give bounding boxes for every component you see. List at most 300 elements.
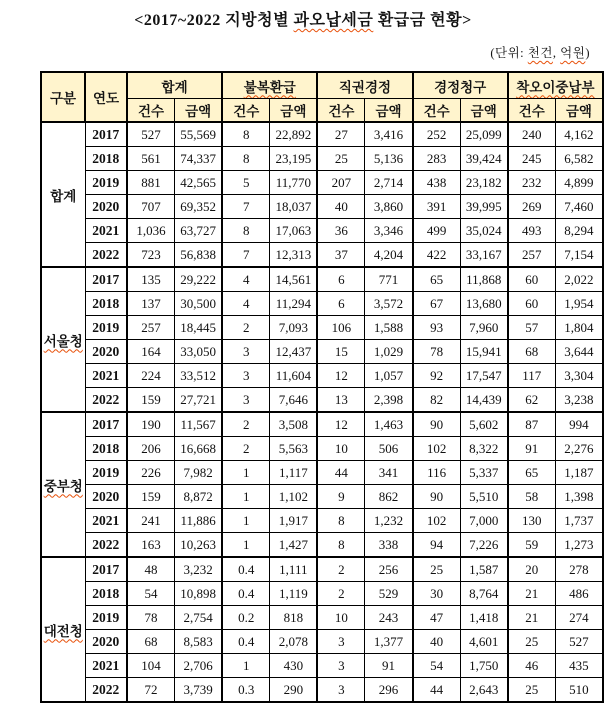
value-cell: 8 <box>317 533 365 558</box>
year-cell: 2018 <box>85 437 127 461</box>
value-cell: 46 <box>508 654 556 678</box>
value-cell: 1,119 <box>270 582 318 606</box>
value-cell: 10 <box>317 437 365 461</box>
value-cell: 30 <box>413 582 461 606</box>
value-cell: 65 <box>508 461 556 485</box>
value-cell: 7 <box>222 195 270 219</box>
unit-note <box>0 43 590 61</box>
subheader-count: 건수 <box>222 99 270 123</box>
value-cell: 1,036 <box>127 219 175 243</box>
year-cell: 2021 <box>85 509 127 533</box>
value-cell: 8,872 <box>175 485 223 509</box>
subheader-count: 건수 <box>508 99 556 123</box>
year-cell: 2019 <box>85 461 127 485</box>
value-cell: 1 <box>222 461 270 485</box>
value-cell: 8,764 <box>460 582 508 606</box>
year-cell: 2017 <box>85 557 127 582</box>
value-cell: 12,313 <box>270 243 318 268</box>
table-row <box>41 171 603 195</box>
value-cell: 8 <box>317 509 365 533</box>
value-cell: 3 <box>317 678 365 703</box>
value-cell: 3,416 <box>365 122 413 147</box>
value-cell: 11,604 <box>270 364 318 388</box>
value-cell: 25 <box>317 147 365 171</box>
value-cell: 3 <box>317 654 365 678</box>
table-row <box>41 606 603 630</box>
value-cell: 55,569 <box>175 122 223 147</box>
value-cell: 135 <box>127 267 175 292</box>
value-cell: 1,187 <box>555 461 603 485</box>
value-cell: 2 <box>317 557 365 582</box>
value-cell: 117 <box>508 364 556 388</box>
table-row <box>41 364 603 388</box>
value-cell: 72 <box>127 678 175 703</box>
year-cell: 2019 <box>85 316 127 340</box>
value-cell: 69,352 <box>175 195 223 219</box>
year-cell: 2018 <box>85 147 127 171</box>
table-row <box>41 630 603 654</box>
value-cell: 245 <box>508 147 556 171</box>
value-cell: 527 <box>555 630 603 654</box>
value-cell: 39,424 <box>460 147 508 171</box>
value-cell: 11,294 <box>270 292 318 316</box>
value-cell: 12,437 <box>270 340 318 364</box>
table-body <box>41 122 603 702</box>
value-cell: 3 <box>222 388 270 413</box>
value-cell: 1,917 <box>270 509 318 533</box>
value-cell: 42,565 <box>175 171 223 195</box>
value-cell: 23,195 <box>270 147 318 171</box>
value-cell: 290 <box>270 678 318 703</box>
value-cell: 3 <box>222 364 270 388</box>
subheader-amount: 금액 <box>365 99 413 123</box>
value-cell: 56,838 <box>175 243 223 268</box>
table-row <box>41 582 603 606</box>
value-cell: 207 <box>317 171 365 195</box>
subheader-amount: 금액 <box>175 99 223 123</box>
value-cell: 252 <box>413 122 461 147</box>
value-cell: 527 <box>127 122 175 147</box>
value-cell: 14,439 <box>460 388 508 413</box>
value-cell: 106 <box>317 316 365 340</box>
value-cell: 92 <box>413 364 461 388</box>
value-cell: 296 <box>365 678 413 703</box>
value-cell: 23,182 <box>460 171 508 195</box>
subheader-count: 건수 <box>127 99 175 123</box>
table-row <box>41 219 603 243</box>
value-cell: 57 <box>508 316 556 340</box>
value-cell: 62 <box>508 388 556 413</box>
value-cell: 206 <box>127 437 175 461</box>
value-cell: 33,512 <box>175 364 223 388</box>
value-cell: 232 <box>508 171 556 195</box>
value-cell: 94 <box>413 533 461 558</box>
value-cell: 1,954 <box>555 292 603 316</box>
region-cell <box>41 557 85 702</box>
value-cell: 11,567 <box>175 412 223 437</box>
value-cell: 771 <box>365 267 413 292</box>
value-cell: 25,099 <box>460 122 508 147</box>
year-cell: 2017 <box>85 412 127 437</box>
value-cell: 159 <box>127 485 175 509</box>
value-cell: 33,050 <box>175 340 223 364</box>
value-cell: 137 <box>127 292 175 316</box>
value-cell: 74,337 <box>175 147 223 171</box>
value-cell: 7,093 <box>270 316 318 340</box>
value-cell: 341 <box>365 461 413 485</box>
year-cell: 2022 <box>85 533 127 558</box>
value-cell: 25 <box>508 630 556 654</box>
unit-sep: , <box>552 46 561 60</box>
value-cell: 4,601 <box>460 630 508 654</box>
value-cell: 4,204 <box>365 243 413 268</box>
value-cell: 54 <box>127 582 175 606</box>
value-cell: 499 <box>413 219 461 243</box>
subheader-count: 건수 <box>413 99 461 123</box>
value-cell: 2 <box>222 412 270 437</box>
value-cell: 8 <box>222 219 270 243</box>
value-cell: 226 <box>127 461 175 485</box>
value-cell: 1,111 <box>270 557 318 582</box>
year-cell: 2021 <box>85 219 127 243</box>
header-yeondo: 연도 <box>85 72 127 122</box>
value-cell: 7,000 <box>460 509 508 533</box>
value-cell: 2 <box>222 316 270 340</box>
value-cell: 44 <box>413 678 461 703</box>
table-row <box>41 437 603 461</box>
region-label: 중부청 <box>43 478 83 494</box>
value-cell: 0.4 <box>222 630 270 654</box>
unit-prefix: (단위: <box>490 46 528 60</box>
value-cell: 20 <box>508 557 556 582</box>
value-cell: 2,276 <box>555 437 603 461</box>
value-cell: 1,418 <box>460 606 508 630</box>
value-cell: 14,561 <box>270 267 318 292</box>
value-cell: 1,427 <box>270 533 318 558</box>
value-cell: 1,737 <box>555 509 603 533</box>
header-group-appeal-refund-label: 불복환급 <box>243 79 296 95</box>
value-cell: 12 <box>317 364 365 388</box>
value-cell: 82 <box>413 388 461 413</box>
table-header <box>41 72 603 122</box>
value-cell: 818 <box>270 606 318 630</box>
value-cell: 3,304 <box>555 364 603 388</box>
value-cell: 1,587 <box>460 557 508 582</box>
value-cell: 561 <box>127 147 175 171</box>
value-cell: 1,029 <box>365 340 413 364</box>
value-cell: 25 <box>413 557 461 582</box>
value-cell: 278 <box>555 557 603 582</box>
value-cell: 39,995 <box>460 195 508 219</box>
value-cell: 5,136 <box>365 147 413 171</box>
value-cell: 33,167 <box>460 243 508 268</box>
value-cell: 2,706 <box>175 654 223 678</box>
value-cell: 78 <box>127 606 175 630</box>
year-cell: 2017 <box>85 122 127 147</box>
value-cell: 283 <box>413 147 461 171</box>
region-cell <box>41 267 85 412</box>
value-cell: 91 <box>365 654 413 678</box>
value-cell: 163 <box>127 533 175 558</box>
value-cell: 10,263 <box>175 533 223 558</box>
value-cell: 4,899 <box>555 171 603 195</box>
value-cell: 29,222 <box>175 267 223 292</box>
value-cell: 47 <box>413 606 461 630</box>
value-cell: 11,886 <box>175 509 223 533</box>
value-cell: 3,860 <box>365 195 413 219</box>
value-cell: 13 <box>317 388 365 413</box>
value-cell: 60 <box>508 267 556 292</box>
region-label: 합계 <box>50 188 77 204</box>
year-cell: 2022 <box>85 388 127 413</box>
value-cell: 7,982 <box>175 461 223 485</box>
value-cell: 1,232 <box>365 509 413 533</box>
table-row <box>41 316 603 340</box>
value-cell: 102 <box>413 437 461 461</box>
value-cell: 1,273 <box>555 533 603 558</box>
value-cell: 21 <box>508 582 556 606</box>
value-cell: 9 <box>317 485 365 509</box>
value-cell: 15,941 <box>460 340 508 364</box>
value-cell: 2,398 <box>365 388 413 413</box>
value-cell: 1 <box>222 509 270 533</box>
value-cell: 2,714 <box>365 171 413 195</box>
value-cell: 338 <box>365 533 413 558</box>
value-cell: 11,770 <box>270 171 318 195</box>
value-cell: 78 <box>413 340 461 364</box>
value-cell: 12 <box>317 412 365 437</box>
region-label: 대전청 <box>43 623 83 639</box>
value-cell: 5,563 <box>270 437 318 461</box>
header-group-total-label: 합계 <box>161 79 188 95</box>
table-row <box>41 412 603 437</box>
year-cell: 2020 <box>85 340 127 364</box>
table-row <box>41 195 603 219</box>
value-cell: 1 <box>222 654 270 678</box>
table-row <box>41 461 603 485</box>
value-cell: 241 <box>127 509 175 533</box>
header-group-appeal-refund <box>222 72 317 99</box>
value-cell: 3,739 <box>175 678 223 703</box>
value-cell: 493 <box>508 219 556 243</box>
value-cell: 1,750 <box>460 654 508 678</box>
value-cell: 0.4 <box>222 557 270 582</box>
value-cell: 5,510 <box>460 485 508 509</box>
year-cell: 2022 <box>85 243 127 268</box>
region-cell <box>41 122 85 267</box>
value-cell: 7,646 <box>270 388 318 413</box>
value-cell: 16,668 <box>175 437 223 461</box>
value-cell: 25 <box>508 678 556 703</box>
value-cell: 190 <box>127 412 175 437</box>
value-cell: 1,588 <box>365 316 413 340</box>
value-cell: 27 <box>317 122 365 147</box>
value-cell: 269 <box>508 195 556 219</box>
table-row <box>41 533 603 558</box>
value-cell: 256 <box>365 557 413 582</box>
value-cell: 3,238 <box>555 388 603 413</box>
value-cell: 723 <box>127 243 175 268</box>
value-cell: 7,460 <box>555 195 603 219</box>
value-cell: 1,377 <box>365 630 413 654</box>
value-cell: 40 <box>413 630 461 654</box>
value-cell: 3,346 <box>365 219 413 243</box>
value-cell: 116 <box>413 461 461 485</box>
year-cell: 2020 <box>85 630 127 654</box>
header-group-erroneous-duplicate <box>508 72 603 99</box>
value-cell: 1,057 <box>365 364 413 388</box>
value-cell: 3 <box>222 340 270 364</box>
page-title <box>0 0 606 30</box>
value-cell: 7 <box>222 243 270 268</box>
unit-word-1: 천건 <box>527 46 553 60</box>
value-cell: 87 <box>508 412 556 437</box>
value-cell: 707 <box>127 195 175 219</box>
value-cell: 257 <box>127 316 175 340</box>
value-cell: 17,063 <box>270 219 318 243</box>
value-cell: 8,583 <box>175 630 223 654</box>
header-group-correction-claim <box>413 72 508 99</box>
value-cell: 10 <box>317 606 365 630</box>
value-cell: 224 <box>127 364 175 388</box>
value-cell: 862 <box>365 485 413 509</box>
value-cell: 881 <box>127 171 175 195</box>
subheader-amount: 금액 <box>460 99 508 123</box>
value-cell: 102 <box>413 509 461 533</box>
header-group-correction-claim-label: 경정청구 <box>434 79 487 95</box>
value-cell: 68 <box>508 340 556 364</box>
value-cell: 240 <box>508 122 556 147</box>
refund-table <box>40 71 604 703</box>
value-cell: 391 <box>413 195 461 219</box>
value-cell: 44 <box>317 461 365 485</box>
title-suffix: 환급금 현황> <box>373 12 472 29</box>
value-cell: 7,154 <box>555 243 603 268</box>
value-cell: 3,508 <box>270 412 318 437</box>
value-cell: 0.2 <box>222 606 270 630</box>
value-cell: 63,727 <box>175 219 223 243</box>
value-cell: 510 <box>555 678 603 703</box>
value-cell: 1,398 <box>555 485 603 509</box>
value-cell: 257 <box>508 243 556 268</box>
year-cell: 2019 <box>85 606 127 630</box>
table-row <box>41 388 603 413</box>
value-cell: 13,680 <box>460 292 508 316</box>
value-cell: 59 <box>508 533 556 558</box>
value-cell: 40 <box>317 195 365 219</box>
value-cell: 8 <box>222 122 270 147</box>
value-cell: 93 <box>413 316 461 340</box>
subheader-amount: 금액 <box>555 99 603 123</box>
value-cell: 27,721 <box>175 388 223 413</box>
value-cell: 91 <box>508 437 556 461</box>
value-cell: 7,226 <box>460 533 508 558</box>
value-cell: 130 <box>508 509 556 533</box>
value-cell: 6 <box>317 292 365 316</box>
table-row <box>41 122 603 147</box>
region-label: 서울청 <box>43 333 83 349</box>
value-cell: 37 <box>317 243 365 268</box>
value-cell: 438 <box>413 171 461 195</box>
value-cell: 104 <box>127 654 175 678</box>
value-cell: 4,162 <box>555 122 603 147</box>
table-row <box>41 557 603 582</box>
title-prefix: <2017~2022 지방청별 <box>134 12 294 29</box>
value-cell: 1 <box>222 533 270 558</box>
year-cell: 2018 <box>85 582 127 606</box>
value-cell: 0.3 <box>222 678 270 703</box>
value-cell: 3,572 <box>365 292 413 316</box>
header-group-authority-correction <box>317 72 412 99</box>
value-cell: 164 <box>127 340 175 364</box>
value-cell: 68 <box>127 630 175 654</box>
value-cell: 3,232 <box>175 557 223 582</box>
year-cell: 2017 <box>85 267 127 292</box>
value-cell: 21 <box>508 606 556 630</box>
value-cell: 2,022 <box>555 267 603 292</box>
value-cell: 90 <box>413 412 461 437</box>
value-cell: 60 <box>508 292 556 316</box>
value-cell: 274 <box>555 606 603 630</box>
value-cell: 67 <box>413 292 461 316</box>
value-cell: 65 <box>413 267 461 292</box>
value-cell: 58 <box>508 485 556 509</box>
table-row <box>41 147 603 171</box>
value-cell: 243 <box>365 606 413 630</box>
subheader-amount: 금액 <box>270 99 318 123</box>
value-cell: 22,892 <box>270 122 318 147</box>
value-cell: 90 <box>413 485 461 509</box>
value-cell: 4 <box>222 267 270 292</box>
value-cell: 4 <box>222 292 270 316</box>
header-gubun: 구분 <box>41 72 85 122</box>
year-cell: 2021 <box>85 364 127 388</box>
year-cell: 2020 <box>85 485 127 509</box>
value-cell: 7,960 <box>460 316 508 340</box>
subheader-count: 건수 <box>317 99 365 123</box>
value-cell: 18,445 <box>175 316 223 340</box>
value-cell: 17,547 <box>460 364 508 388</box>
table-row <box>41 243 603 268</box>
value-cell: 3,644 <box>555 340 603 364</box>
header-group-total <box>127 72 222 99</box>
value-cell: 1,804 <box>555 316 603 340</box>
value-cell: 2,078 <box>270 630 318 654</box>
value-cell: 2 <box>222 437 270 461</box>
value-cell: 2,643 <box>460 678 508 703</box>
header-group-authority-correction-label: 직권경정 <box>338 79 392 95</box>
title-wavy-word: 과오납세금 <box>293 12 374 29</box>
table-row <box>41 267 603 292</box>
year-cell: 2022 <box>85 678 127 703</box>
value-cell: 506 <box>365 437 413 461</box>
region-cell <box>41 412 85 557</box>
unit-word-2: 억원 <box>560 46 586 60</box>
value-cell: 6 <box>317 267 365 292</box>
value-cell: 11,868 <box>460 267 508 292</box>
value-cell: 3 <box>317 630 365 654</box>
value-cell: 8 <box>222 147 270 171</box>
value-cell: 5,337 <box>460 461 508 485</box>
value-cell: 8,294 <box>555 219 603 243</box>
value-cell: 159 <box>127 388 175 413</box>
value-cell: 5 <box>222 171 270 195</box>
value-cell: 430 <box>270 654 318 678</box>
year-cell: 2019 <box>85 171 127 195</box>
value-cell: 8,322 <box>460 437 508 461</box>
value-cell: 36 <box>317 219 365 243</box>
table-row <box>41 292 603 316</box>
